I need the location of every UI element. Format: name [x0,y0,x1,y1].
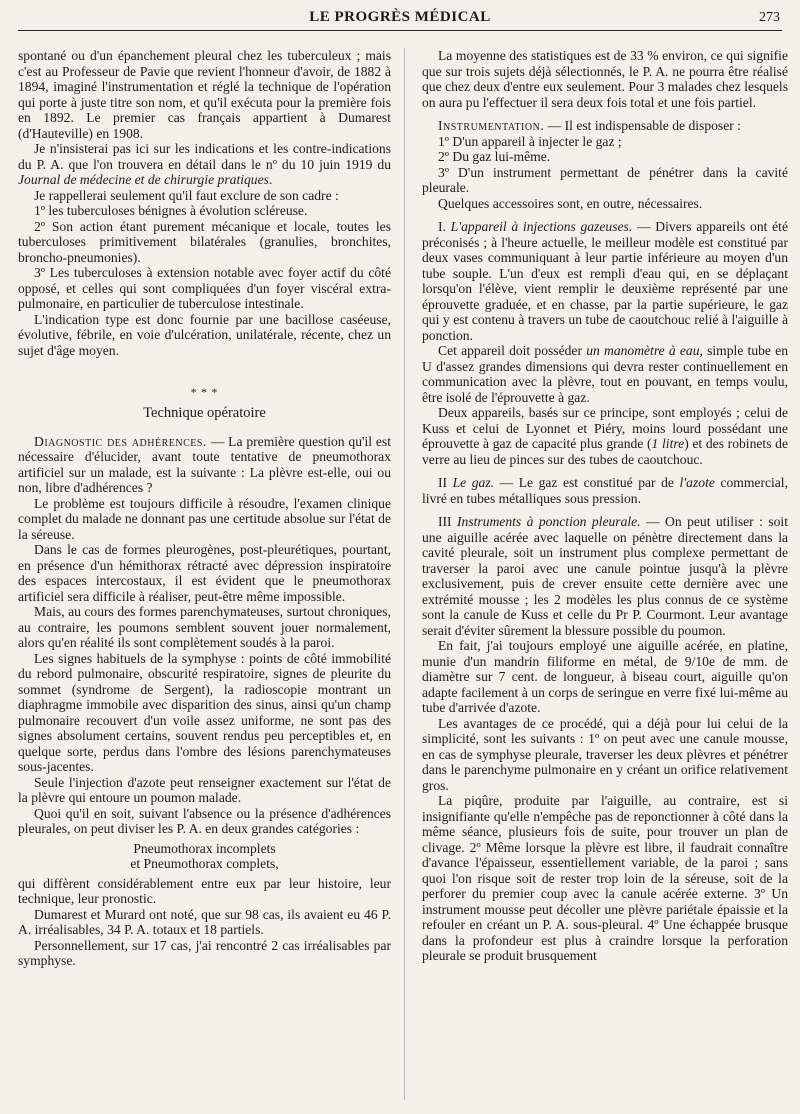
paragraph: Dans le cas de formes pleurogènes, post-pleurétiques, pourtant, en présence d'un hémithorax rétracté avec dépression inspiratoire des espaces intercostaux, il est évident que le pneumothorax artificiel sera difficile à réaliser, peut-être même impossible. [18,542,391,604]
column-divider [404,48,405,1100]
category-line: Pneumothorax incomplets [133,840,276,856]
paragraph: qui diffèrent considérablement entre eux par leur histoire, leur technique, leur pronostic. [18,875,391,906]
paragraph-text: . [268,172,273,187]
subsection-heading: L'appareil à injections gazeuses. [450,219,633,234]
paragraph [18,141,391,188]
paragraph [422,514,788,638]
paragraph: Quelques accessoires sont, en outre, nécessaires. [438,195,703,211]
subsection-heading: Le gaz. [452,475,495,490]
left-column [18,48,391,969]
paragraph [422,405,788,467]
list-item: 1º D'un appareil à injecter le gaz ; [438,133,622,149]
emphasis: un manomètre à eau [586,343,700,358]
paragraph-text: Cet appareil doit posséder [438,343,587,358]
paragraph: Quoi qu'il en soit, suivant l'absence ou la présence d'adhérences pleurales, on peut diviser les P. A. en deux grandes catégories : [18,805,391,836]
paragraph: Personnellement, sur 17 cas, j'ai rencontré 2 cas irréalisables par symphyse. [18,937,391,968]
section-title: Technique opératoire [143,405,266,421]
paragraph: Mais, au cours des formes parenchymateuses, surtout chroniques, au contraire, les poumons semblent souvent jouer normalement, alors qu'en réalité ils sont complètement soudés à la paroi. [18,604,391,650]
paragraph-text: — Il est indispensable de disposer : [547,118,741,133]
section-number: II [438,475,453,490]
paragraph-text: Deux appareils, basés sur ce principe, sont employés ; celui de Kuss et celui de Lyonnet et Piéry, moins lourd possédant une éprouvette à gaz de capacité plus grande ( [422,405,788,451]
subsection-heading: Instruments à ponction pleurale. [457,514,641,529]
emphasis: 1 litre [651,436,685,451]
paragraph: 2º Son action étant purement mécanique et locale, toutes les tuberculoses primitivement bilatérales (granulies, bronchites, broncho-pneumonies). [18,218,391,265]
paragraph-text: commercial, livré en tubes métalliques sous pression. [422,475,788,506]
subsection-heading: Instrumentation. [438,118,545,133]
page-header [18,6,782,31]
paragraph-text: — Le gaz est constitué par de [494,475,680,490]
paragraph: Je rappellerai seulement qu'il faut exclure de son cadre : [34,187,339,203]
paragraph-text: Je n'insisterai pas ici sur les indications et les contre-indications du P. A. que l'on trouvera en détail dans le nº du 10 juin 1919 du [18,141,391,172]
subsection-heading: Diagnostic des adhérences. [34,433,207,449]
list-item: 2º Du gaz lui-même. [438,149,551,164]
paragraph [422,343,788,405]
journal-title: Journal de médecine et de chirurgie pratiques [18,172,269,187]
paragraph-text: — On peut utiliser : soit une aiguille acérée avec laquelle on pénètre directement dans la cavité pleurale, soit un instrument plus complexe permettant de traverser la paroi avec une canule pointue jusqu'à la plèvre exclusivement, puis de crever ensuite cette dernière avec une extrémité mousse ; les 2 modèles les plus connus de ce système sont la canule de Kuss et celle du Pr P. Courmont. Leur avantage serait d'éviter sûrement la blessure possible du poumon. [422,514,788,638]
paragraph: En fait, j'ai toujours employé une aiguille acérée, en platine, munie d'un mandrin filiforme en métal, de 9/10e de mm. de diamètre sur 7 cent. de longueur, à biseau court, aiguille qu'on adapte facilement à un corps de seringue en verre fixé lui-même au tube d'arrivée d'azote. [422,638,788,715]
category-line: et Pneumothorax complets, [130,856,279,871]
paragraph-text: , simple tube en U d'assez grandes dimensions qui devra rester continuellement en communication avec la plèvre, tout en pouvant, en temps voulu, être isolé de l'éprouvette à gaz. [422,343,788,405]
page-number: 273 [759,10,780,25]
paragraph: L'indication type est donc fournie par une bacillose caséeuse, évolutive, fébrile, en voie d'ulcération, unilatérale, récente, chez un sujet d'âge moyen. [18,311,391,358]
list-item: 3º D'un instrument permettant de pénétrer dans la cavité pleurale. [422,164,788,195]
running-title: LE PROGRÈS MÉDICAL [309,9,491,25]
paragraph-text: — La première question qu'il est nécessaire d'élucider, avant toute tentative de pneumothorax artificiel sur un malade, est la suivante : La plèvre est-elle, oui ou non, libre d'adhérences ? [18,433,391,495]
paragraph: La piqûre, produite par l'aiguille, au contraire, est si insignifiante qu'elle n'empêche pas de reponctionner à côté dans la même séance, plusieurs fois de suite, pour trouver un plan de clivage. 2º Même lorsque la plèvre est libre, il faudrait connaître d'avance l'épaisseur, essentiellement variable, de la paroi ; sans quoi l'on risque soit de rester trop loin de la séreuse, soit de la perforer du premier coup avec la canule acérée externe. 3º Un instrument mousse peut décoller une plèvre pariétale épaissie et la refouler en créant un P. A. sous-pleural. 4º Une échappée brusque dans la profondeur est plus à craindre lorsque la perforation pleurale se produit brusquement [422,793,788,963]
paragraph: Dumarest et Murard ont noté, que sur 98 cas, ils avaient eu 46 P. A. irréalisables, 34 P. A. totaux et 18 partiels. [18,906,391,937]
paragraph: Le problème est toujours difficile à résoudre, l'examen clinique complet du malade ne donnant pas une certitude absolue sur l'état de la séreuse. [18,495,391,542]
list-item: 1º les tuberculoses bénignes à évolution scléreuse. [34,203,308,218]
paragraph [18,434,391,496]
right-column [422,48,788,964]
emphasis: l'azote [679,475,715,490]
paragraph [422,118,788,134]
paragraph-text: — Divers appareils ont été préconisés ; à l'heure actuelle, le meilleur modèle est constitué par deux vases communiquant à leur partie inférieure au moyen d'un tube souple. L'un d'eux est rempli d'eau qui, en se déplaçant lorsqu'on l'élève, vient remplir le deuxième représenté par une éprouvette graduée, et en chasse, par la partie supérieure, le gaz qui y est contenu à travers un tube de caoutchouc relié à l'aiguille à ponction. [422,219,788,343]
section-number: I. [438,219,451,234]
paragraph: spontané ou d'un épanchement pleural chez les tuberculeux ; mais c'est au Professeur de Pavie que revient l'honneur d'avoir, de 1882 à 1894, imaginé l'instrumentation et réglé la technique de l'opération qui porte à juste titre son nom, et qu'il exécuta pour la première fois en 1892. Le premier cas français appartient à Dumarest (d'Hauteville) en 1908. [18,48,391,141]
asterism: * * * [190,385,219,399]
paragraph: 3º Les tuberculoses à extension notable avec foyer actif du côté opposé, et celles qui sont compliquées d'un foyer viscéral extra-pulmonaire, en particulier de tuberculose intestinale. [18,265,391,311]
paragraph: Les avantages de ce procédé, qui a déjà pour lui celui de la simplicité, sont les suivants : 1º on peut avec une canule mousse, en cas de symphyse pleurale, traverser les deux plèvres et pénétrer dans le parenchyme pulmonaire en y créant un orifice relativement gros. [422,715,788,793]
paragraph: Seule l'injection d'azote peut renseigner exactement sur l'état de la plèvre qui entoure un poumon malade. [18,774,391,805]
paragraph: La moyenne des statistiques est de 33 % environ, ce qui signifie que sur trois sujets déjà sélectionnés, le P. A. ne pourra être réalisé que chez deux d'entre eux seulement. Pour 3 malades chez lesquels on aura pu l'effectuer il sera deux fois total et une fois partiel. [422,48,788,110]
section-number: III [438,514,458,529]
paragraph-text: ) et des robinets de verre au lieu de pinces sur des tubes de caoutchouc. [422,436,788,467]
paragraph: Les signes habituels de la symphyse : points de côté immobilité du rebord pulmonaire, obscurité respiratoire, signes de pleurite du sommet (syndrome de Sergent), la radioscopie montrant un diaphragme immobile avec disparition des sinus, ainsi qu'un champ pulmonaire recouvert d'un voile assez uniforme, ne sont pas des signes absolument certains, souvent rendus peu perceptibles et, en quelque sorte, perdus dans l'ombre des lésions parenchymateuses sous-jacentes. [18,650,391,774]
paragraph [422,475,788,506]
paragraph [422,219,788,343]
